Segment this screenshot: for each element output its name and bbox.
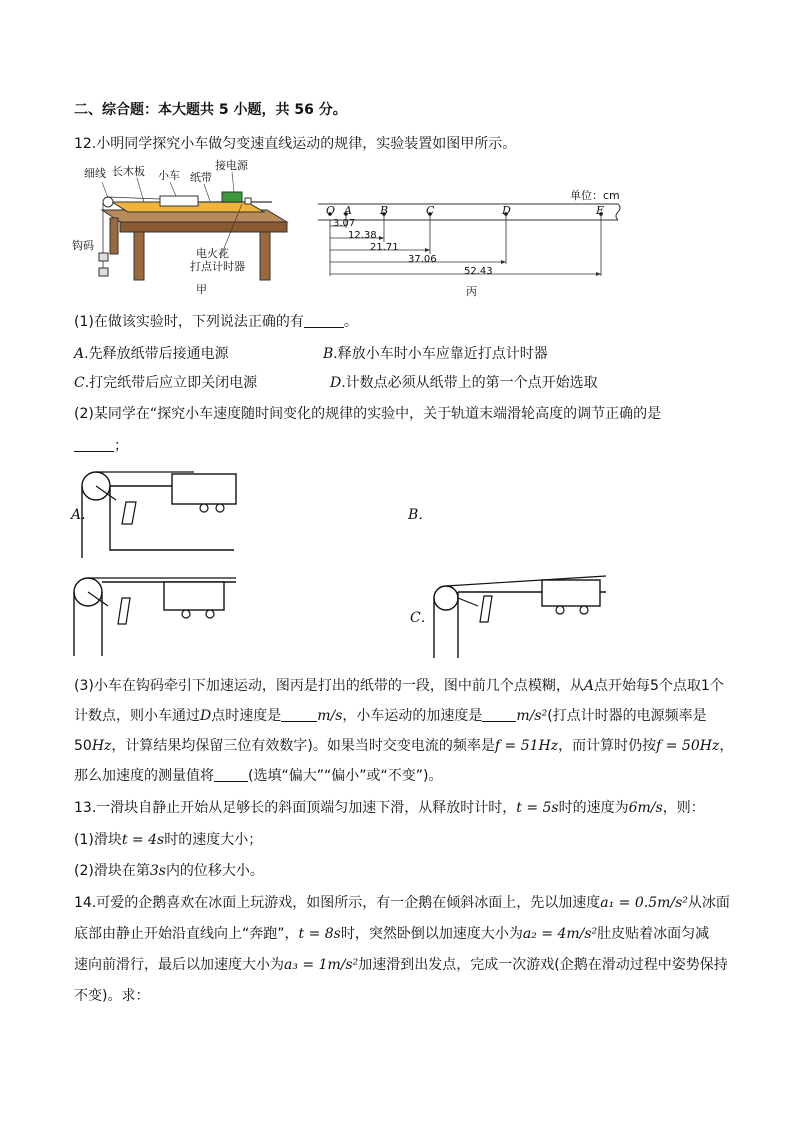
q14-line1: 14.可爱的企鹅喜欢在冰面上玩游戏，如图所示，有一企鹅在倾斜冰面上，先以加速度a₁ = 0.5m/s²从冰面 — [74, 895, 730, 911]
answer-blank[interactable] — [214, 767, 248, 782]
tape-dist-oe: 52.43 — [464, 266, 493, 277]
tape-point-o: O — [326, 204, 336, 217]
section-title: 二、综合题：本大题共 5 小题，共 56 分。 — [74, 102, 347, 118]
label-cart: 小车 — [158, 169, 180, 182]
tape-dist-ob: 12.38 — [348, 230, 377, 241]
q12-stem: 12.小明同学探究小车做匀变速直线运动的规律，实验装置如图甲所示。 — [74, 136, 517, 152]
label-timer-2: 打点计时器 — [190, 260, 245, 273]
answer-blank[interactable] — [281, 707, 317, 722]
caption-jia: 甲 — [196, 283, 207, 296]
tape-dist-oa: 3.07 — [333, 218, 356, 229]
tape-dist-oc: 21.71 — [370, 242, 399, 253]
answer-blank[interactable] — [482, 707, 516, 722]
q14-line3: 速向前滑行，最后以加速度大小为a₃ = 1m/s²加速滑到出发点，完成一次游戏(企鹅在滑动过程中姿势保持 — [74, 957, 728, 973]
q12-option-b: B.释放小车时小车应靠近打点计时器 — [323, 346, 548, 362]
q13-part1: (1)滑块t = 4s时的速度大小； — [74, 832, 263, 848]
q12-option-c: C.打完纸带后应立即关闭电源 — [74, 375, 258, 391]
diagram-option-a — [74, 466, 244, 558]
label-timer-1: 电火花 — [196, 247, 229, 260]
label-weight: 钩码 — [72, 239, 94, 252]
label-tape: 纸带 — [190, 171, 212, 184]
q12-option-a: A.先释放纸带后接通电源 — [74, 346, 229, 362]
q12-part2-line1: (2)某同学在“探究小车速度随时间变化的规律的实验中，关于轨道末端滑轮高度的调节正确的是 — [74, 406, 662, 422]
label-power: 接电源 — [215, 159, 248, 172]
q12-p2-option-b-label: B． — [408, 507, 433, 523]
label-thread: 细线 — [84, 167, 106, 180]
q12-option-d: D.计数点必须从纸带上的第一个点开始选取 — [330, 375, 598, 391]
tape-point-d: D — [502, 204, 511, 217]
diagram-option-b — [66, 572, 240, 658]
q13-stem: 13.一滑块自静止开始从足够长的斜面顶端匀加速下滑，从释放时计时，t = 5s时的速度为6m/s，则： — [74, 800, 705, 816]
q12-part3-line2: 计数点，则小车通过D点时速度是 m/s，小车运动的加速度是 m/s²(打点计时器的电源频率是 — [74, 708, 707, 724]
answer-blank[interactable] — [74, 437, 114, 452]
q12-p2-option-c-label: C． — [410, 610, 435, 626]
answer-blank[interactable] — [304, 313, 344, 328]
q14-line4: 不变)。求： — [74, 988, 150, 1004]
caption-bing: 丙 — [466, 285, 477, 298]
tape-point-a: A — [344, 204, 352, 217]
tape-point-b: B — [380, 204, 389, 217]
label-board: 长木板 — [112, 165, 145, 178]
q12-part3-line3: 50Hz，计算结果均保留三位有效数字)。如果当时交变电流的频率是f = 51Hz，而计算时仍按f = 50Hz， — [74, 738, 734, 754]
tape-point-e: E — [596, 204, 605, 217]
q12-p2-option-a-label: A. — [71, 507, 86, 523]
q13-part2: (2)滑块在第3s内的位移大小。 — [74, 863, 264, 879]
tape-point-c: C — [426, 204, 435, 217]
tape-unit: 单位：cm — [570, 189, 620, 202]
q12-part2-line2: ； — [74, 436, 128, 456]
diagram-option-c — [430, 572, 610, 658]
q12-part1: (1)在做该实验时，下列说法正确的有 。 — [74, 314, 358, 330]
q12-part3-line1: (3)小车在钩码牵引下加速运动，图丙是打出的纸带的一段，图中前几个点模糊，从A点开始每5个点取1个 — [74, 678, 724, 694]
q12-part3-line4: 那么加速度的测量值将 (选填“偏大”“偏小”或“不变”)。 — [74, 768, 443, 784]
q14-line2: 底部由静止开始沿直线向上“奔跑”，t = 8s时，突然卧倒以加速度大小为a₂ = 4m/s²肚皮贴着冰面匀减 — [74, 926, 710, 942]
tape-dist-od: 37.06 — [408, 254, 437, 265]
